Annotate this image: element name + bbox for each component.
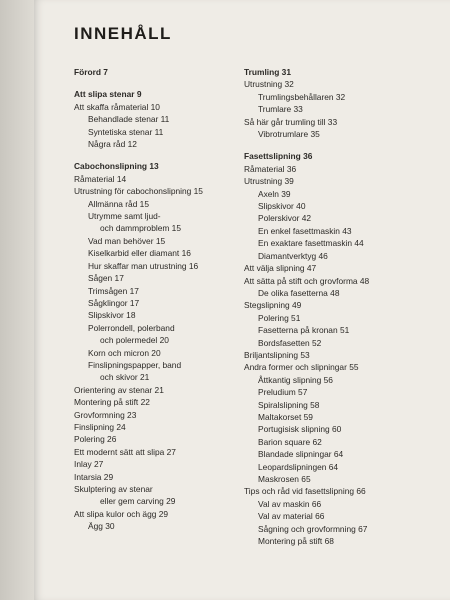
toc-entry: Vad man behöver 15 bbox=[88, 235, 166, 246]
toc-entry: Råmaterial 36 bbox=[244, 163, 297, 174]
toc-entry: Intarsia 29 bbox=[74, 471, 114, 482]
toc-entry: och dammproblem 15 bbox=[100, 223, 181, 234]
toc-entry: En enkel fasettmaskin 43 bbox=[258, 225, 352, 236]
toc-entry: Åttkantig slipning 56 bbox=[258, 374, 333, 385]
toc-section-heading: Förord 7 bbox=[74, 67, 108, 77]
toc-entry: Så här går trumling till 33 bbox=[244, 116, 338, 127]
toc-entry: Portugisisk slipning 60 bbox=[258, 424, 342, 435]
toc-entry: Syntetiska stenar 11 bbox=[88, 126, 164, 137]
toc-entry: Vibrotrumlare 35 bbox=[258, 129, 320, 140]
toc-entry: Att välja slipning 47 bbox=[244, 263, 317, 274]
toc-entry: Kiselkarbid eller diamant 16 bbox=[88, 248, 191, 259]
toc-entry: Sågen 17 bbox=[88, 273, 124, 284]
toc-entry: Några råd 12 bbox=[88, 139, 137, 150]
toc-entry: Briljantslipning 53 bbox=[244, 349, 310, 360]
toc-entry: Orientering av stenar 21 bbox=[74, 384, 164, 395]
toc-section-heading: Cabochonslipning 13 bbox=[74, 161, 159, 172]
toc-entry: Preludium 57 bbox=[258, 387, 308, 398]
toc-entry: Trumlare 33 bbox=[258, 104, 303, 115]
toc-entry: Finslipning 24 bbox=[74, 421, 126, 432]
toc-entry: Val av maskin 66 bbox=[258, 498, 322, 509]
toc-entry: Att slipa kulor och ägg 29 bbox=[74, 508, 169, 519]
toc-entry: Barion square 62 bbox=[258, 436, 322, 447]
toc-entry: Korn och micron 20 bbox=[88, 347, 161, 358]
toc-entry: Leopardslipningen 64 bbox=[258, 461, 339, 472]
toc-entry: Diamantverktyg 46 bbox=[258, 250, 328, 261]
toc-entry: Montering på stift 22 bbox=[74, 397, 150, 408]
toc-entry: Andra former och slipningar 55 bbox=[244, 362, 359, 373]
book-gutter bbox=[0, 0, 34, 600]
toc-entry: Utrymme samt ljud- bbox=[88, 211, 161, 222]
toc-entry: Polering 26 bbox=[74, 434, 117, 445]
toc-entry: En exaktare fasettmaskin 44 bbox=[258, 238, 364, 249]
toc-entry: Finslipningspapper, band bbox=[88, 359, 182, 370]
toc-entry: Trimsågen 17 bbox=[88, 285, 139, 296]
toc-entry: Sågklingor 17 bbox=[88, 297, 140, 308]
toc-entry: Att sätta på stift och grovforma 48 bbox=[244, 275, 370, 286]
toc-entry: Behandlade stenar 11 bbox=[88, 114, 170, 125]
toc-entry: Montering på stift 68 bbox=[258, 536, 334, 547]
toc-entry: Blandade slipningar 64 bbox=[258, 449, 344, 460]
toc-entry: Tips och råd vid fasettslipning 66 bbox=[244, 486, 366, 497]
toc-entry: Axeln 39 bbox=[258, 188, 291, 199]
toc-section-heading: Fasettslipning 36 bbox=[244, 151, 313, 162]
toc-entry: Sågning och grovformning 67 bbox=[258, 523, 368, 534]
toc-entry: Allmänna råd 15 bbox=[88, 198, 149, 209]
toc-entry: och polermedel 20 bbox=[100, 335, 169, 346]
toc-entry: Utrustning för cabochonslipning 15 bbox=[74, 186, 203, 197]
toc-entry: Hur skaffar man utrustning 16 bbox=[88, 260, 199, 271]
toc-entry: Spiralslipning 58 bbox=[258, 399, 320, 410]
toc-entry: De olika fasetterna 48 bbox=[258, 287, 340, 298]
toc-entry: Slipskivor 18 bbox=[88, 310, 136, 321]
toc-entry: Bordsfasetten 52 bbox=[258, 337, 322, 348]
toc-entry: Maltakorset 59 bbox=[258, 411, 313, 422]
toc-entry: Trumlingsbehållaren 32 bbox=[258, 91, 346, 102]
toc-entry: Skulptering av stenar bbox=[74, 484, 153, 494]
toc-entry: Val av material 66 bbox=[258, 511, 325, 522]
toc-entry: Polerrondell, polerband bbox=[88, 322, 175, 333]
toc-section-heading: Att slipa stenar 9 bbox=[74, 89, 142, 100]
toc-entry: eller gem carving 29 bbox=[100, 496, 176, 507]
toc-entry: Inlay 27 bbox=[74, 459, 104, 470]
toc-entry: Polering 51 bbox=[258, 312, 301, 323]
toc-entry: Utrustning 39 bbox=[244, 176, 294, 187]
page-title: INNEHÅLL bbox=[74, 24, 172, 43]
toc-entry: Utrustning 32 bbox=[244, 79, 294, 90]
toc-entry: Ett modernt sätt att slipa 27 bbox=[74, 446, 176, 457]
toc-entry: Slipskivor 40 bbox=[258, 201, 306, 212]
toc-entry: Att skaffa råmaterial 10 bbox=[74, 101, 160, 112]
toc-section-heading: Trumling 31 bbox=[244, 67, 292, 77]
toc-entry: Polerskivor 42 bbox=[258, 213, 312, 224]
toc-entry: Ägg 30 bbox=[88, 521, 115, 532]
toc-entry: Råmaterial 14 bbox=[74, 173, 127, 184]
toc-entry: Maskrosen 65 bbox=[258, 474, 311, 484]
toc-entry: Stegslipning 49 bbox=[244, 300, 302, 311]
toc-column-right bbox=[244, 66, 434, 547]
toc-entry: Grovformning 23 bbox=[74, 409, 137, 420]
toc-entry: och skivor 21 bbox=[100, 372, 150, 383]
toc-column-left bbox=[74, 66, 242, 533]
toc-entry: Fasetterna på kronan 51 bbox=[258, 325, 350, 336]
